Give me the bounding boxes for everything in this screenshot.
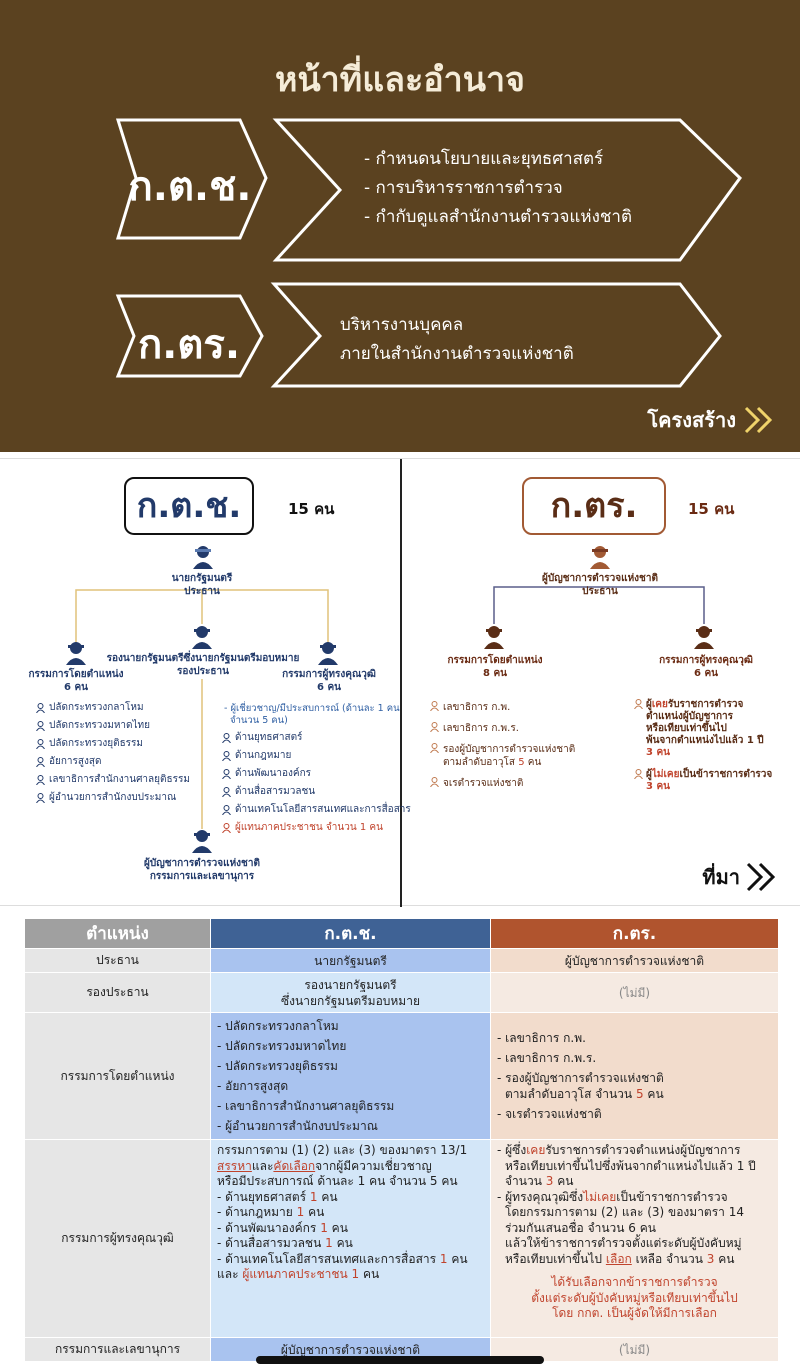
person-icon <box>36 739 45 749</box>
structure-link-label: โครงสร้าง <box>647 408 736 432</box>
person-icon <box>36 703 45 713</box>
list-item: รองผู้บัญชาการตำรวจแห่งชาติ ตามลำดับอาวุโส 5 คน <box>430 743 575 769</box>
ktr-exofficio-person-icon <box>483 625 505 649</box>
list-item: ด้านยุทธศาสตร์ <box>222 729 411 747</box>
qualified-person-icon <box>317 641 339 665</box>
ktr-qualified-label: กรรมการผู้ทรงคุณวุฒิ 6 คน <box>659 655 753 679</box>
qualified-list <box>222 729 411 837</box>
list-item: ผู้ไม่เคยเป็นข้าราชการตำรวจ 3 คน <box>634 769 772 793</box>
list-item: เลขาธิการ ก.พ.ร. <box>430 722 575 735</box>
list-item: เลขาธิการสำนักงานศาลยุติธรรม <box>36 771 190 789</box>
qualified-note: - ผู้เชี่ยวชาญ/มีประสบการณ์ (ด้านละ 1 คน จำนวน 5 คน) <box>224 703 400 726</box>
table-row <box>25 1013 779 1140</box>
table-row <box>25 949 779 973</box>
source-link[interactable] <box>702 861 778 893</box>
person-icon <box>36 775 45 785</box>
header-position: ตำแหน่ง <box>25 919 211 949</box>
cell: รองนายกรัฐมนตรี ซึ่งนายกรัฐมนตรีมอบหมาย <box>211 973 491 1013</box>
duty-item: ภายในสำนักงานตำรวจแห่งชาติ <box>340 344 574 364</box>
table-row <box>25 973 779 1013</box>
list-item: เลขาธิการ ก.พ. <box>430 701 575 714</box>
list-item: ด้านพัฒนาองค์กร <box>222 765 411 783</box>
kt-ch-title: ก.ต.ช. <box>124 477 254 535</box>
box1-label: ก.ต.ช. <box>128 164 252 210</box>
vice-label: รองนายกรัฐมนตรีซึ่งนายกรัฐมนตรีมอบหมาย รองประธาน <box>106 653 300 677</box>
ktr-title: ก.ตร. <box>522 477 666 535</box>
person-icon <box>634 769 643 779</box>
duty-item: - การบริหารราชการตำรวจ <box>364 178 563 198</box>
box2-label: ก.ตร. <box>137 322 241 368</box>
person-icon <box>634 699 643 709</box>
cell: - ผู้ซึ่งเคยรับราชการตำรวจตำแหน่งผู้บัญชาการ หรือเทียบเท่าขึ้นไปซึ่งพ้นจากตำแหน่งไปแล้ว 1 ปี จำนวน 3 คน - ผู้ทรงคุณวุฒิซึ่งไม่เคยเป็นข้าราชการตำรวจ โดยกรรมการตาม (2) และ (3) ของมาตรา 14 ร่วมกันเสนอชื่อ จำนวน 6 คน แล้วให้ข้าราชการตำรวจตั้งแต่ระดับผู้บังคับหมู่ หรือเทียบเท่าขึ้นไป เลือก เหลือ จำนวน 3 คน ได้รับเลือกจากข้าราชการตำรวจ ตั้งแต่ระดับผู้บังคับหมู่หรือเทียบเท่าขึ้นไป โดย กกต. เป็นผู้จัดให้มีการเลือก <box>491 1140 779 1338</box>
row-label: กรรมการโดยตำแหน่ง <box>25 1013 211 1140</box>
list-item: ด้านกฎหมาย <box>222 747 411 765</box>
exofficio-list <box>36 699 190 807</box>
vice-person-icon <box>191 625 213 649</box>
ktr-count: 15 คน <box>688 500 735 518</box>
ktr-chair-person-icon <box>589 545 611 569</box>
structure-link[interactable] <box>647 404 776 436</box>
cell: (ไม่มี) <box>491 973 779 1013</box>
home-indicator[interactable] <box>256 1356 544 1364</box>
cell: กรรมการตาม (1) (2) และ (3) ของมาตรา 13/1 สรรหาและคัดเลือกจากผู้มีความเชี่ยวชาญ หรือมีประสบการณ์ ด้านละ 1 คน จำนวน 5 คน - ด้านยุทธศาสตร์ 1 คน - ด้านกฎหมาย 1 คน - ด้านพัฒนาองค์กร 1 คน - ด้านสื่อสารมวลชน 1 คน - ด้านเทคโนโลยีสารสนเทศและการสื่อสาร 1 คน และ ผู้แทนภาคประชาชน 1 คน <box>211 1140 491 1338</box>
list-item: ผู้เคยรับราชการตำรวจ ตำแหน่งผู้บัญชาการ หรือเทียบเท่าขึ้นไป พ้นจากตำแหน่งไปแล้ว 1 ปี 3 คน <box>634 699 772 759</box>
chair-person-icon <box>192 545 214 569</box>
person-icon <box>430 777 439 787</box>
duty-item: บริหารงานบุคคล <box>340 315 464 335</box>
cell: (ไม่มี) <box>491 1338 779 1362</box>
person-icon <box>222 823 231 833</box>
kt-ch-count: 15 คน <box>288 500 335 518</box>
cell: นายกรัฐมนตรี <box>211 949 491 973</box>
person-icon <box>430 743 439 753</box>
ktr-exofficio-label: กรรมการโดยตำแหน่ง 8 คน <box>447 655 543 679</box>
cell: - เลขาธิการ ก.พ. - เลขาธิการ ก.พ.ร. - รองผู้บัญชาการตำรวจแห่งชาติ ตามลำดับอาวุโส จำนวน 5 คน - จเรตำรวจแห่งชาติ <box>491 1013 779 1140</box>
secretary-person-icon <box>191 829 213 853</box>
ktr-chair-label: ผู้บัญชาการตำรวจแห่งชาติ ประธาน <box>542 573 658 597</box>
list-item: อัยการสูงสุด <box>36 753 190 771</box>
box2-duties <box>340 311 574 369</box>
qualified-label: กรรมการผู้ทรงคุณวุฒิ 6 คน <box>282 669 376 693</box>
chair-label: นายกรัฐมนตรี ประธาน <box>171 573 233 597</box>
row-label: ประธาน <box>25 949 211 973</box>
list-item: จเรตำรวจแห่งชาติ <box>430 777 575 790</box>
exofficio-label: กรรมการโดยตำแหน่ง 6 คน <box>28 669 124 693</box>
exofficio-person-icon <box>65 641 87 665</box>
person-icon <box>430 701 439 711</box>
double-chevron-icon <box>742 405 776 435</box>
table-row <box>25 1140 779 1338</box>
ktr-exofficio-list <box>430 701 575 790</box>
secretary-label: ผู้บัญชาการตำรวจแห่งชาติ กรรมการและเลขานุการ <box>144 858 260 882</box>
source-link-label: ที่มา <box>702 865 740 889</box>
person-icon <box>36 757 45 767</box>
cell: ผู้บัญชาการตำรวจแห่งชาติ <box>211 1338 491 1362</box>
ktr-qualified-list <box>634 699 772 793</box>
duty-item: - กำกับดูแลสำนักงานตำรวจแห่งชาติ <box>364 207 632 227</box>
list-item: ด้านเทคโนโลยีสารสนเทศและการสื่อสาร <box>222 801 411 819</box>
row-label: กรรมการและเลขานุการ <box>25 1338 211 1362</box>
comparison-table <box>24 918 779 1362</box>
person-icon <box>222 805 231 815</box>
header-kt-ch: ก.ต.ช. <box>211 919 491 949</box>
duty-item: - กำหนดนโยบายและยุทธศาสตร์ <box>364 149 604 169</box>
slide-title: หน้าที่และอำนาจ <box>275 60 525 100</box>
box1-duties <box>364 145 632 232</box>
person-icon <box>222 787 231 797</box>
cell: ผู้บัญชาการตำรวจแห่งชาติ <box>491 949 779 973</box>
person-icon <box>222 733 231 743</box>
list-item: ปลัดกระทรวงยุติธรรม <box>36 735 190 753</box>
header-ktr: ก.ตร. <box>491 919 779 949</box>
cell: - ปลัดกระทรวงกลาโหม - ปลัดกระทรวงมหาดไทย - ปลัดกระทรวงยุติธรรม - อัยการสูงสุด - เลขาธิการสำนักงานศาลยุติธรรม - ผู้อำนวยการสำนักงบประมาณ <box>211 1013 491 1140</box>
person-icon <box>36 793 45 803</box>
row-label: รองประธาน <box>25 973 211 1013</box>
person-icon <box>430 722 439 732</box>
duties-slide <box>0 0 800 452</box>
list-item: ผู้แทนภาคประชาชน จำนวน 1 คน <box>222 819 411 837</box>
list-item: ปลัดกระทรวงมหาดไทย <box>36 717 190 735</box>
list-item: ปลัดกระทรวงกลาโหม <box>36 699 190 717</box>
comparison-table-section <box>24 918 778 1355</box>
table-header-row <box>25 919 779 949</box>
list-item: ด้านสื่อสารมวลชน <box>222 783 411 801</box>
list-item: ผู้อำนวยการสำนักงบประมาณ <box>36 789 190 807</box>
structure-slide <box>0 458 800 906</box>
person-icon <box>36 721 45 731</box>
person-icon <box>222 751 231 761</box>
row-label: กรรมการผู้ทรงคุณวุฒิ <box>25 1140 211 1338</box>
person-icon <box>222 769 231 779</box>
double-chevron-icon <box>744 861 778 893</box>
ktr-qualified-person-icon <box>693 625 715 649</box>
